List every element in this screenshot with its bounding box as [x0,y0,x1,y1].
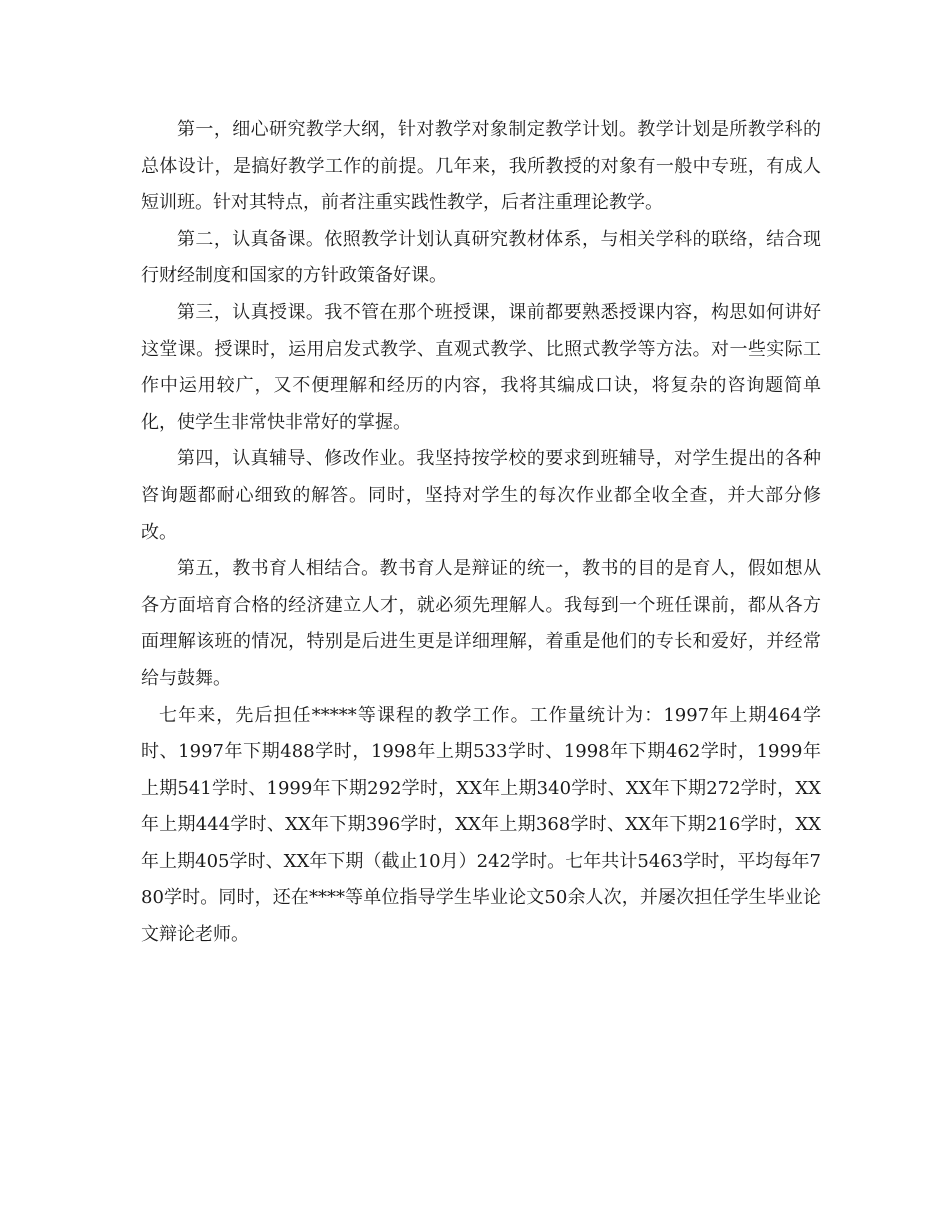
paragraph-6: 七年来，先后担任*****等课程的教学工作。工作量统计为：1997年上期464学时、1997年下期488学时，1998年上期533学时、1998年下期462学时，1999年上期541学时、1999年下期292学时，XX年上期340学时、XX年下期272学时，XX年上期444学时、XX年下期396学时，XX年上期368学时、XX年下期216学时，XX年上期405学时、XX年下期（截止10月）242学时。七年共计5463学时，平均每年780学时。同时，还在****等单位指导学生毕业论文50余人次，并屡次担任学生毕业论文辩论老师。 [141,704,821,946]
paragraph-1: 第一，细心研究教学大纲，针对教学对象制定教学计划。教学计划是所教学科的总体设计，是搞好教学工作的前提。几年来，我所教授的对象有一般中专班，有成人短训班。针对其特点，前者注重实践性教学，后者注重理论教学。 [141,119,821,214]
document-body [141,112,821,954]
paragraph-4: 第四，认真辅导、修改作业。我坚持按学校的要求到班辅导，对学生提出的各种咨询题都耐心细致的解答。同时，坚持对学生的每次作业都全收全查，并大部分修改。 [141,448,821,543]
paragraph-5: 第五，教书育人相结合。教书育人是辩证的统一，教书的目的是育人，假如想从各方面培育合格的经济建立人才，就必须先理解人。我每到一个班任课前，都从各方面理解该班的情况，特别是后进生更是详细理解，着重是他们的专长和爱好，并经常给与鼓舞。 [141,558,821,689]
paragraph-3: 第三，认真授课。我不管在那个班授课，课前都要熟悉授课内容，构思如何讲好这堂课。授课时，运用启发式教学、直观式教学、比照式教学等方法。对一些实际工作中运用较广，又不便理解和经历的内容，我将其编成口诀，将复杂的咨询题简单化，使学生非常快非常好的掌握。 [141,301,821,433]
paragraph-2: 第二，认真备课。依照教学计划认真研究教材体系，与相关学科的联络，结合现行财经制度和国家的方针政策备好课。 [141,228,821,287]
